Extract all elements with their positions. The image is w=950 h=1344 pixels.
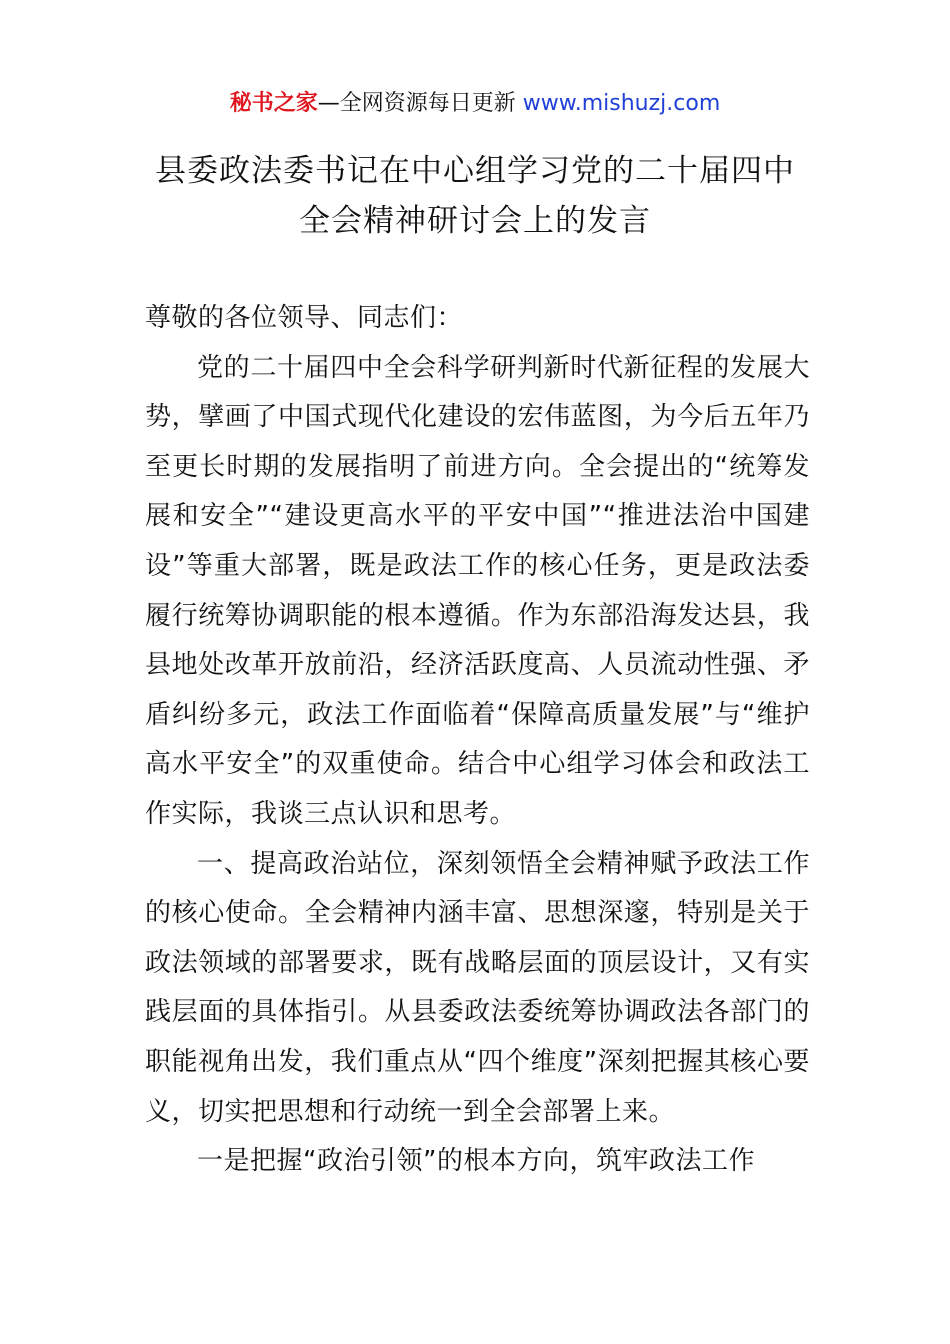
salutation: 尊敬的各位领导、同志们： [145,303,464,333]
site-brand: 秘书之家 [229,91,318,116]
site-tagline: —全网资源每日更新 [317,91,523,116]
site-header [0,88,950,120]
document-title [80,146,870,246]
paragraph-3: 一是把握“政治引领”的根本方向，筑牢政法工作 [197,1146,755,1177]
site-url-link[interactable]: www.mishuzj.com [522,91,721,116]
paragraph-1: 党的二十届四中全会科学研判新时代新征程的发展大势，擘画了中国式现代化建设的宏伟蓝图，为今后五年乃至更长时期的发展指明了前进方向。全会提出的“统筹发展和安全”“建设更高水平的平安中国”“推进法治中国建设”等重大部署，既是政法工作的核心任务，更是政法委履行统筹协调职能的根本遵循。作为东部沿海发达县，我县地处改革开放前沿，经济活跃度高、人员流动性强、矛盾纠纷多元，政法工作面临着“保障高质量发展”与“维护高水平安全”的双重使命。结合中心组学习体会和政法工作实际，我谈三点认识和思考。 [145,352,810,829]
title-line-2: 全会精神研讨会上的发言 [299,203,651,239]
title-line-1: 县委政法委书记在中心组学习党的二十届四中 [155,153,795,189]
paragraph-2: 一、提高政治站位，深刻领悟全会精神赋予政法工作的核心使命。全会精神内涵丰富、思想深邃，特别是关于政法领域的部署要求，既有战略层面的顶层设计，又有实践层面的具体指引。从县委政法委统筹协调政法各部门的职能视角出发，我们重点从“四个维度”深刻把握其核心要义，切实把思想和行动统一到全会部署上来。 [145,848,810,1127]
document-body [145,294,810,1187]
